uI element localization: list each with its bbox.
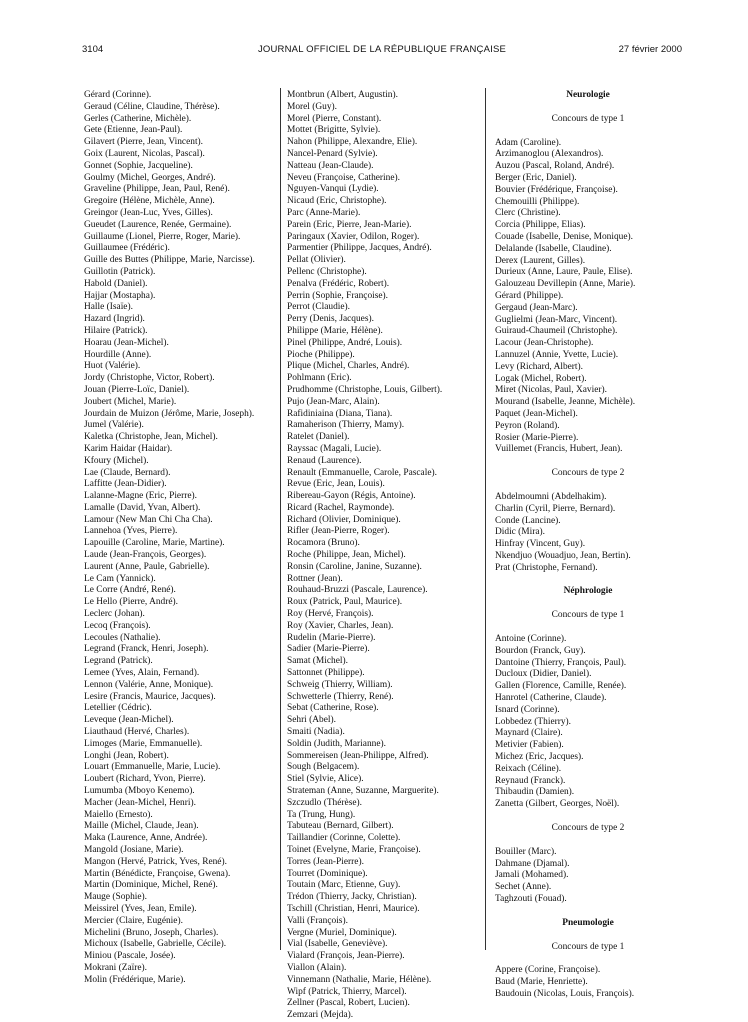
name-entry: Laude (Jean-François, Georges). [84,550,207,561]
name-entry: Peyron (Roland). [495,420,560,431]
name-entry: Nicaud (Eric, Christophe). [287,196,387,207]
name-entry: Longhi (Jean, Robert). [84,750,169,761]
name-entry: Natteau (Jean-Claude). [287,160,374,171]
name-entry: Joubert (Michel, Marie). [84,396,177,407]
name-entry: Guillotin (Patrick). [84,266,156,277]
name-entry: Viallon (Alain). [287,962,347,973]
name-entry: Hazard (Ingrid). [84,314,145,325]
name-entry: Tschill (Christian, Henri, Maurice). [287,903,420,914]
name-entry: Ta (Trung, Hung). [287,809,356,820]
name-entry: Geraud (Céline, Claudine, Thérèse). [84,101,220,112]
name-entry: Rudelin (Marie-Pierre). [287,632,376,643]
name-entry: Szczudlo (Thérèse). [287,797,362,808]
name-entry: Rosier (Marie-Pierre). [495,432,579,443]
name-entry: Guglielmi (Jean-Marc, Vincent). [495,314,618,325]
name-entry: Isnard (Corinne). [495,704,560,715]
name-entry: Sehri (Abel). [287,715,336,726]
name-entry: Halle (Isaïe). [84,302,133,313]
name-entry: Lumumba (Mboyo Kenemo). [84,786,195,797]
name-entry: Vinnemann (Nathalie, Marie, Hélène). [287,974,432,985]
name-entry: Vuillemet (Francis, Hubert, Jean). [495,444,623,455]
name-entry: Logak (Michel, Robert). [495,373,587,384]
name-entry: Toutain (Marc, Etienne, Guy). [287,880,401,891]
name-entry: Gete (Etienne, Jean-Paul). [84,125,183,136]
name-entry: Wipf (Patrick, Thierry, Marcel). [287,986,407,997]
subsection-title: Concours de type 2 [551,823,625,834]
name-entry: Adam (Caroline). [495,137,562,148]
subsection-title: Concours de type 1 [551,941,625,952]
name-entry: Gérard (Corinne). [84,90,152,100]
name-entry: Liauthaud (Hervé, Charles). [84,727,190,738]
name-entry: Thibaudin (Damien). [495,787,575,798]
name-entry: Bouiller (Marc). [495,846,557,857]
name-entry: Lamalle (David, Yvan, Albert). [84,502,201,513]
name-entry: Lacour (Jean-Christophe). [495,338,594,349]
name-entry: Maka (Laurence, Anne, Andrée). [84,833,208,844]
name-entry: Lae (Claude, Bernard). [84,467,171,478]
name-entry: Soldin (Judith, Marianne). [287,738,386,749]
section-title-pneumologie: Pneumologie [562,917,614,928]
name-entry: Hoarau (Jean-Michel). [84,337,169,348]
name-entry: Jouan (Pierre-Loïc, Daniel). [84,384,190,395]
name-entry: Maille (Michel, Claude, Jean). [84,821,199,832]
name-entry: Parein (Eric, Pierre, Jean-Marie). [287,219,412,230]
name-entry: Limoges (Marie, Emmanuelle). [84,738,203,749]
subsection-title: Concours de type 1 [551,610,625,621]
name-entry: Mercier (Claire, Eugénie). [84,915,183,926]
name-entry: Abdelmoumni (Abdelhakim). [495,491,607,502]
name-entry: Gergaud (Jean-Marc). [495,302,578,313]
name-entry: Mokrani (Zaïre). [84,962,147,973]
name-entry: Guillaume (Lionel, Pierre, Roger, Marie). [84,231,241,242]
page-header [82,44,682,58]
name-entry: Toinet (Evelyne, Marie, Françoise). [287,845,421,855]
name-entry: Pujo (Jean-Marc, Alain). [287,396,380,407]
name-entry: Didic (Mira). [495,527,545,538]
name-entry: Derex (Laurent, Gilles). [495,255,586,266]
name-entry: Arzimanoglou (Alexandros). [495,149,604,160]
name-entry: Ricard (Rachel, Raymonde). [287,502,395,513]
name-entry: Sadier (Marie-Pierre). [287,644,370,655]
name-entry: Zellner (Pascal, Robert, Lucien). [287,998,410,1009]
name-entry: Charlin (Cyril, Pierre, Bernard). [495,503,616,514]
name-entry: Nahon (Philippe, Alexandre, Elie). [287,137,418,148]
name-entry: Laurent (Anne, Paule, Gabrielle). [84,561,210,572]
name-entry: Macher (Jean-Michel, Henri). [84,797,196,808]
name-entry: Samat (Michel). [287,656,348,667]
name-entry: Antoine (Corinne). [495,634,567,645]
name-entry: Hilaire (Patrick). [84,325,148,336]
name-entry: Morel (Guy). [287,101,337,112]
name-entry: Corcia (Philippe, Elias). [495,220,586,231]
name-entry: Pinel (Philippe, André, Louis). [287,337,403,348]
name-entry: Morel (Pierre, Constant). [287,113,382,124]
name-entry: Nancel-Penard (Sylvie). [287,148,378,159]
name-entry: Maynard (Claire). [495,728,563,739]
issue-date: 27 février 2000 [618,44,682,55]
name-list-column-2 [287,90,477,1022]
name-entry: Vialard (François, Jean-Pierre). [287,951,405,962]
name-entry: Greingor (Jean-Luc, Yves, Gilles). [84,207,213,218]
name-entry: Renaud (Laurence). [287,455,362,466]
name-entry: Rouhaud-Bruzzi (Pascale, Laurence). [287,585,428,596]
name-entry: Mauge (Sophie). [84,892,148,903]
name-entry: Clerc (Christine). [495,208,561,219]
name-entry: Rottner (Jean). [287,573,343,584]
name-entry: Mourand (Isabelle, Jeanne, Michèle). [495,397,636,408]
name-entry: Durieux (Anne, Laure, Paule, Elise). [495,267,633,278]
name-entry: Martin (Dominique, Michel, René). [84,880,218,891]
name-entry: Philippe (Marie, Hélène). [287,325,383,336]
name-entry: Guiraud-Chaumeil (Christophe). [495,326,618,337]
name-entry: Schweig (Thierry, William). [287,679,393,690]
name-entry: Lobbedez (Thierry). [495,716,572,727]
name-entry: Pellenc (Christophe). [287,266,367,277]
name-entry: Revue (Eric, Jean, Louis). [287,479,385,490]
name-entry: Sough (Belgacem). [287,762,360,773]
page-number: 3104 [82,44,104,55]
name-entry: Lennon (Valérie, Anne, Monique). [84,679,214,690]
name-entry: Perrin (Sophie, Françoise). [287,290,389,301]
name-entry: Pioche (Philippe). [287,349,355,360]
name-entry: Michoux (Isabelle, Gabrielle, Cécile). [84,939,227,950]
name-entry: Roy (Hervé, François). [287,609,374,620]
name-entry: Jordy (Christophe, Victor, Robert). [84,373,215,384]
name-entry: Jumel (Valérie). [84,420,144,431]
name-entry: Parmentier (Philippe, Jacques, André). [287,243,432,254]
name-entry: Delalande (Isabelle, Claudine). [495,243,612,254]
name-entry: Prat (Christophe, Fernand). [495,562,598,573]
name-entry: Gérard (Philippe). [495,290,564,301]
name-entry: Lapouille (Caroline, Marie, Martine). [84,538,225,549]
name-entry: Reixach (Céline). [495,763,562,774]
name-entry: Chemouilli (Philippe). [495,196,580,207]
name-entry: Gerles (Catherine, Michèle). [84,113,192,124]
name-entry: Roy (Xavier, Charles, Jean). [287,620,394,631]
name-entry: Renault (Emmanuelle, Carole, Pascale). [287,467,437,478]
name-entry: Lamour (New Man Chi Cha Cha). [84,514,213,525]
name-entry: Zemzari (Mejda). [287,1010,354,1021]
name-entry: Vergne (Muriel, Dominique). [287,927,397,938]
name-entry: Schwetterle (Thierry, René). [287,691,394,702]
name-entry: Legrand (Franck, Henri, Joseph). [84,644,209,655]
name-entry: Perrot (Claudie). [287,302,351,313]
name-entry: Rocamora (Bruno). [287,538,360,549]
journal-title: JOURNAL OFFICIEL DE LA RÉPUBLIQUE FRANÇAISE [257,44,507,55]
name-entry: Leveque (Jean-Michel). [84,715,174,726]
name-entry: Ramaherison (Thierry, Mamy). [287,420,405,431]
name-entry: Levy (Richard, Albert). [495,361,583,372]
name-entry: Miret (Nicolas, Paul, Xavier). [495,385,607,396]
name-entry: Loubert (Richard, Yvon, Pierre). [84,774,206,785]
name-entry: Taillandier (Corinne, Colette). [287,833,401,844]
name-entry: Conde (Lancine). [495,515,561,526]
name-entry: Dahmane (Djamal). [495,858,570,869]
name-entry: Ronsin (Caroline, Janine, Suzanne). [287,561,422,572]
name-entry: Meissirel (Yves, Jean, Emile). [84,903,197,914]
name-entry: Reynaud (Franck). [495,775,566,786]
name-entry: Lecoq (François). [84,620,151,631]
column-divider [280,88,281,950]
name-entry: Mangold (Josiane, Marie). [84,845,184,855]
name-entry: Mangon (Hervé, Patrick, Yves, René). [84,856,227,867]
name-entry: Lannehoa (Yves, Pierre). [84,526,178,537]
name-entry: Gonnet (Sophie, Jacqueline). [84,160,193,171]
name-entry: Smaiti (Nadia). [287,727,345,738]
name-entry: Roux (Patrick, Paul, Maurice). [287,597,403,608]
name-entry: Metivier (Fabien). [495,740,564,751]
name-entry: Hajjar (Mostapha). [84,290,156,301]
name-entry: Le Cam (Yannick). [84,573,156,584]
name-entry: Richard (Olivier, Dominique). [287,514,401,525]
name-entry: Perry (Denis, Jacques). [287,314,374,325]
name-entry: Maiello (Ernesto). [84,809,153,820]
name-entry: Paringaux (Xavier, Odilon, Roger). [287,231,420,242]
subsection-title: Concours de type 1 [551,113,625,124]
neurologie-type1-list [495,138,681,457]
name-entry: Ratelet (Daniel). [287,432,350,443]
name-entry: Pellat (Olivier). [287,255,346,266]
neurologie-type2-list [495,492,681,575]
name-entry: Zanetta (Gilbert, Georges, Noël). [495,799,620,810]
name-entry: Paquet (Jean-Michel). [495,408,578,419]
name-entry: Laffitte (Jean-Didier). [84,479,167,490]
name-entry: Karim Haidar (Haidar). [84,443,173,454]
name-entry: Gueudet (Laurence, Renée, Germaine). [84,219,232,230]
name-entry: Letellier (Cédric). [84,703,152,714]
name-entry: Guillaumee (Frédéric). [84,243,170,254]
name-entry: Trédon (Thierry, Jacky, Christian). [287,892,417,903]
name-entry: Jamali (Mohamed). [495,870,569,881]
name-entry: Lesire (Francis, Maurice, Jacques). [84,691,216,702]
name-entry: Bourdon (Franck, Guy). [495,645,586,656]
name-entry: Hourdille (Anne). [84,349,152,360]
name-entry: Huot (Valérie). [84,361,141,372]
name-entry: Lalanne-Magne (Eric, Pierre). [84,491,197,502]
name-entry: Gregoire (Hélène, Michèle, Anne). [84,196,215,207]
name-entry: Gallen (Florence, Camille, Renée). [495,681,627,692]
nephrologie-type2-list [495,847,681,906]
name-entry: Goix (Laurent, Nicolas, Pascal). [84,148,205,159]
name-entry: Sechet (Anne). [495,882,552,893]
name-entry: Lannuzel (Annie, Yvette, Lucie). [495,349,619,360]
name-entry: Rayssac (Magali, Lucie). [287,443,382,454]
name-entry: Vial (Isabelle, Geneviève). [287,939,388,950]
name-entry: Molin (Frédérique, Marie). [84,974,186,985]
name-entry: Michelini (Bruno, Joseph, Charles). [84,927,219,938]
name-entry: Goulmy (Michel, Georges, André). [84,172,216,183]
name-entry: Hinfray (Vincent, Guy). [495,539,586,550]
name-entry: Sommereisen (Jean-Philippe, Alfred). [287,750,429,761]
name-entry: Lemee (Yves, Alain, Fernand). [84,668,200,679]
name-entry: Dantoine (Thierry, François, Paul). [495,657,627,668]
name-entry: Ribereau-Gayon (Régis, Antoine). [287,491,416,502]
name-entry: Sebat (Catherine, Rose). [287,703,379,714]
name-entry: Graveline (Philippe, Jean, Paul, René). [84,184,230,195]
name-entry: Miniou (Pascale, Josée). [84,951,176,962]
name-entry: Kaletka (Christophe, Jean, Michel). [84,432,218,443]
name-entry: Hanrotel (Catherine, Claude). [495,693,607,704]
column-divider [485,88,486,950]
name-entry: Plique (Michel, Charles, André). [287,361,410,372]
name-entry: Rifler (Jean-Pierre, Roger). [287,526,390,537]
name-entry: Mottet (Brigitte, Sylvie). [287,125,381,136]
name-entry: Parc (Anne-Marie). [287,207,361,218]
name-entry: Pohlmann (Eric). [287,373,352,384]
name-entry: Auzou (Pascal, Roland, André). [495,161,615,172]
name-entry: Taghzouti (Fouad). [495,894,567,905]
pneumologie-type1-list [495,965,681,1000]
specialty-column [495,90,681,1001]
name-entry: Baud (Marie, Henriette). [495,977,588,988]
name-entry: Guille des Buttes (Philippe, Marie, Narcisse). [84,255,255,266]
name-entry: Gilavert (Pierre, Jean, Vincent). [84,137,204,148]
nephrologie-type1-list [495,634,681,811]
name-entry: Legrand (Patrick). [84,656,153,667]
section-title-neurologie: Neurologie [566,90,610,100]
name-entry: Tourret (Dominique). [287,868,368,879]
name-entry: Louart (Emmanuelle, Marie, Lucie). [84,762,221,773]
name-entry: Jourdain de Muizon (Jérôme, Marie, Joseph). [84,408,255,419]
name-entry: Strateman (Anne, Suzanne, Marguerite). [287,786,439,797]
name-entry: Roche (Philippe, Jean, Michel). [287,550,406,561]
name-entry: Couade (Isabelle, Denise, Monique). [495,231,633,242]
name-entry: Bouvier (Frédérique, Françoise). [495,184,618,195]
name-entry: Prudhomme (Christophe, Louis, Gilbert). [287,384,443,395]
name-entry: Nkendjuo (Wouadjuo, Jean, Bertin). [495,550,631,561]
name-entry: Martin (Bénédicte, Françoise, Gwena). [84,868,231,879]
name-entry: Michez (Eric, Jacques). [495,752,584,763]
name-entry: Berger (Eric, Daniel). [495,172,577,183]
name-entry: Rafidiniaina (Diana, Tiana). [287,408,393,419]
name-entry: Kfoury (Michel). [84,455,149,466]
name-entry: Galouzeau Devillepin (Anne, Marie). [495,279,636,290]
name-entry: Leclerc (Johan). [84,609,145,620]
name-entry: Ducloux (Didier, Daniel). [495,669,592,680]
name-entry: Tabuteau (Bernard, Gilbert). [287,821,394,832]
name-entry: Sattonnet (Philippe). [287,668,365,679]
name-entry: Penalva (Frédéric, Robert). [287,278,390,289]
name-entry: Baudouin (Nicolas, Louis, François). [495,989,635,999]
name-entry: Montbrun (Albert, Augustin). [287,90,398,100]
name-list-column-1 [84,90,274,987]
name-entry: Nguyen-Vanqui (Lydie). [287,184,379,195]
name-entry: Torres (Jean-Pierre). [287,856,364,867]
name-entry: Lecoules (Nathalie). [84,632,161,643]
name-entry: Le Corre (André, René). [84,585,176,596]
name-entry: Appere (Corine, Françoise). [495,965,601,976]
name-entry: Habold (Daniel). [84,278,148,289]
subsection-title: Concours de type 2 [551,468,625,479]
name-entry: Stiel (Sylvie, Alice). [287,774,364,785]
section-title-nephrologie: Néphrologie [563,586,613,597]
name-entry: Neveu (Françoise, Catherine). [287,172,400,183]
name-entry: Le Hello (Pierre, André). [84,597,178,608]
name-entry: Valli (François). [287,915,348,926]
